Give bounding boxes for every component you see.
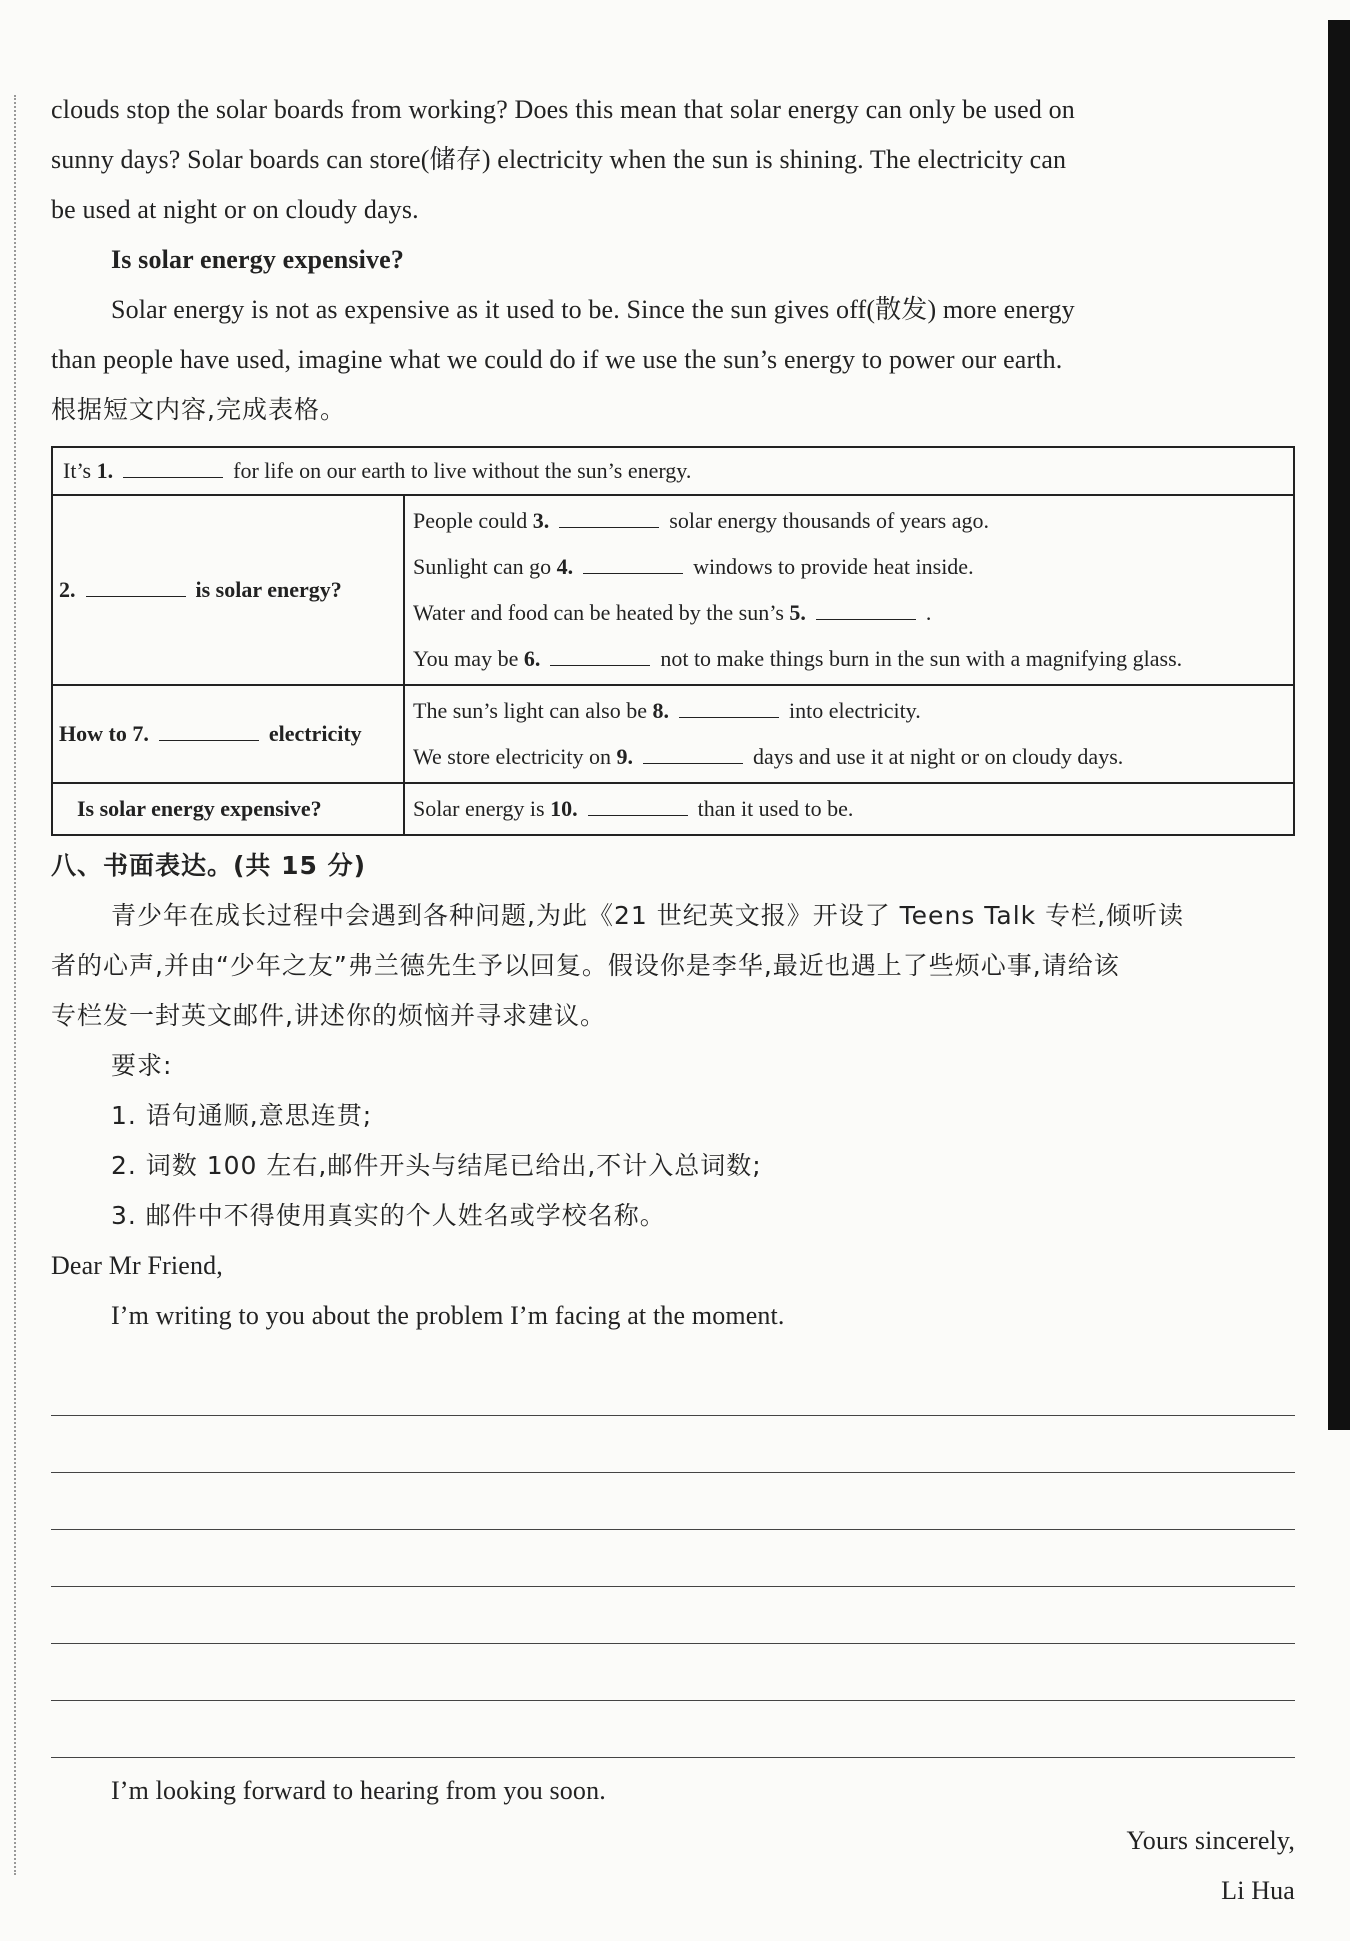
table-item: We store electricity on 9. days and use it at night or on cloudy days. [413, 744, 1124, 769]
prompt-line: 专栏发一封英文邮件,讲述你的烦恼并寻求建议。 [51, 1001, 606, 1030]
answer-blank-8[interactable] [679, 699, 779, 718]
requirement-item: 2. 词数 100 左右,邮件开头与结尾已给出,不计入总词数; [111, 1151, 762, 1180]
writing-line[interactable] [51, 1416, 1295, 1473]
section-title: 八、书面表达。(共 15 分) [51, 851, 367, 880]
letter-name: Li Hua [1221, 1876, 1295, 1905]
answer-blank-4[interactable] [583, 555, 683, 574]
passage-line: Solar energy is not as expensive as it used to be. Since the sun gives off(散发) more energy [111, 295, 1075, 324]
table-row: 2. is solar energy? People could 3. solar energy thousands of years ago. Sunlight can go 4. windows to provide heat inside. Water and food can be heated by the sun’s 5. . You may be 6. not to make things burn in the sun with a magnifying glass. [52, 495, 1294, 685]
letter-greeting: Dear Mr Friend, [51, 1251, 223, 1280]
passage-line: clouds stop the solar boards from working? Does this mean that solar energy can only be used on [51, 95, 1075, 124]
table-item: Solar energy is 10. than it used to be. [413, 796, 854, 821]
letter-opening: I’m writing to you about the problem I’m facing at the moment. [111, 1301, 785, 1330]
answer-blank-9[interactable] [643, 745, 743, 764]
scan-edge-bar [1328, 20, 1350, 1430]
writing-line[interactable] [51, 1359, 1295, 1416]
prompt-line: 者的心声,并由“少年之友”弗兰德先生予以回复。假设你是李华,最近也遇上了些烦心事,请给该 [51, 951, 1120, 980]
passage-line: sunny days? Solar boards can store(储存) electricity when the sun is shining. The electricity can [51, 145, 1067, 174]
table-item: Sunlight can go 4. windows to provide heat inside. [413, 554, 974, 579]
writing-line[interactable] [51, 1473, 1295, 1530]
table-item: Water and food can be heated by the sun’s 5. . [413, 600, 932, 625]
passage-line: than people have used, imagine what we could do if we use the sun’s energy to power our earth. [51, 345, 1063, 374]
writing-line[interactable] [51, 1701, 1295, 1758]
section-heading: Is solar energy expensive? [111, 245, 405, 274]
answer-blank-7[interactable] [159, 722, 259, 741]
answer-blank-6[interactable] [550, 647, 650, 666]
writing-line[interactable] [51, 1644, 1295, 1701]
table-row: How to 7. electricity The sun’s light can also be 8. into electricity. We store electricity on 9. days and use it at night or on cloudy days. [52, 685, 1294, 783]
requirement-item: 3. 邮件中不得使用真实的个人姓名或学校名称。 [111, 1201, 666, 1230]
worksheet-page [51, 85, 1295, 1916]
letter-closing: I’m looking forward to hearing from you soon. [111, 1776, 606, 1805]
answer-blank-10[interactable] [588, 797, 688, 816]
writing-line[interactable] [51, 1587, 1295, 1644]
binding-dotted-line [14, 95, 16, 1875]
summary-table [51, 446, 1295, 836]
answer-blank-3[interactable] [559, 509, 659, 528]
writing-line[interactable] [51, 1530, 1295, 1587]
answer-blank-1[interactable] [123, 459, 223, 478]
requirements-title: 要求: [111, 1051, 173, 1080]
table-row: It’s 1. for life on our earth to live without the sun’s energy. [52, 447, 1294, 495]
passage-line: be used at night or on cloudy days. [51, 195, 419, 224]
table-item: People could 3. solar energy thousands of years ago. [413, 508, 989, 533]
writing-area[interactable] [51, 1359, 1295, 1758]
answer-blank-2[interactable] [86, 578, 186, 597]
letter-signoff: Yours sincerely, [1126, 1826, 1295, 1855]
prompt-line: 青少年在成长过程中会遇到各种问题,为此《21 世纪英文报》开设了 Teens Talk 专栏,倾听读 [111, 901, 1185, 930]
answer-blank-5[interactable] [816, 601, 916, 620]
table-item: The sun’s light can also be 8. into electricity. [413, 698, 921, 723]
requirement-item: 1. 语句通顺,意思连贯; [111, 1101, 373, 1130]
task-instruction: 根据短文内容,完成表格。 [51, 395, 346, 424]
table-item: You may be 6. not to make things burn in the sun with a magnifying glass. [413, 646, 1183, 671]
table-row: Is solar energy expensive? Solar energy is 10. than it used to be. [52, 783, 1294, 835]
